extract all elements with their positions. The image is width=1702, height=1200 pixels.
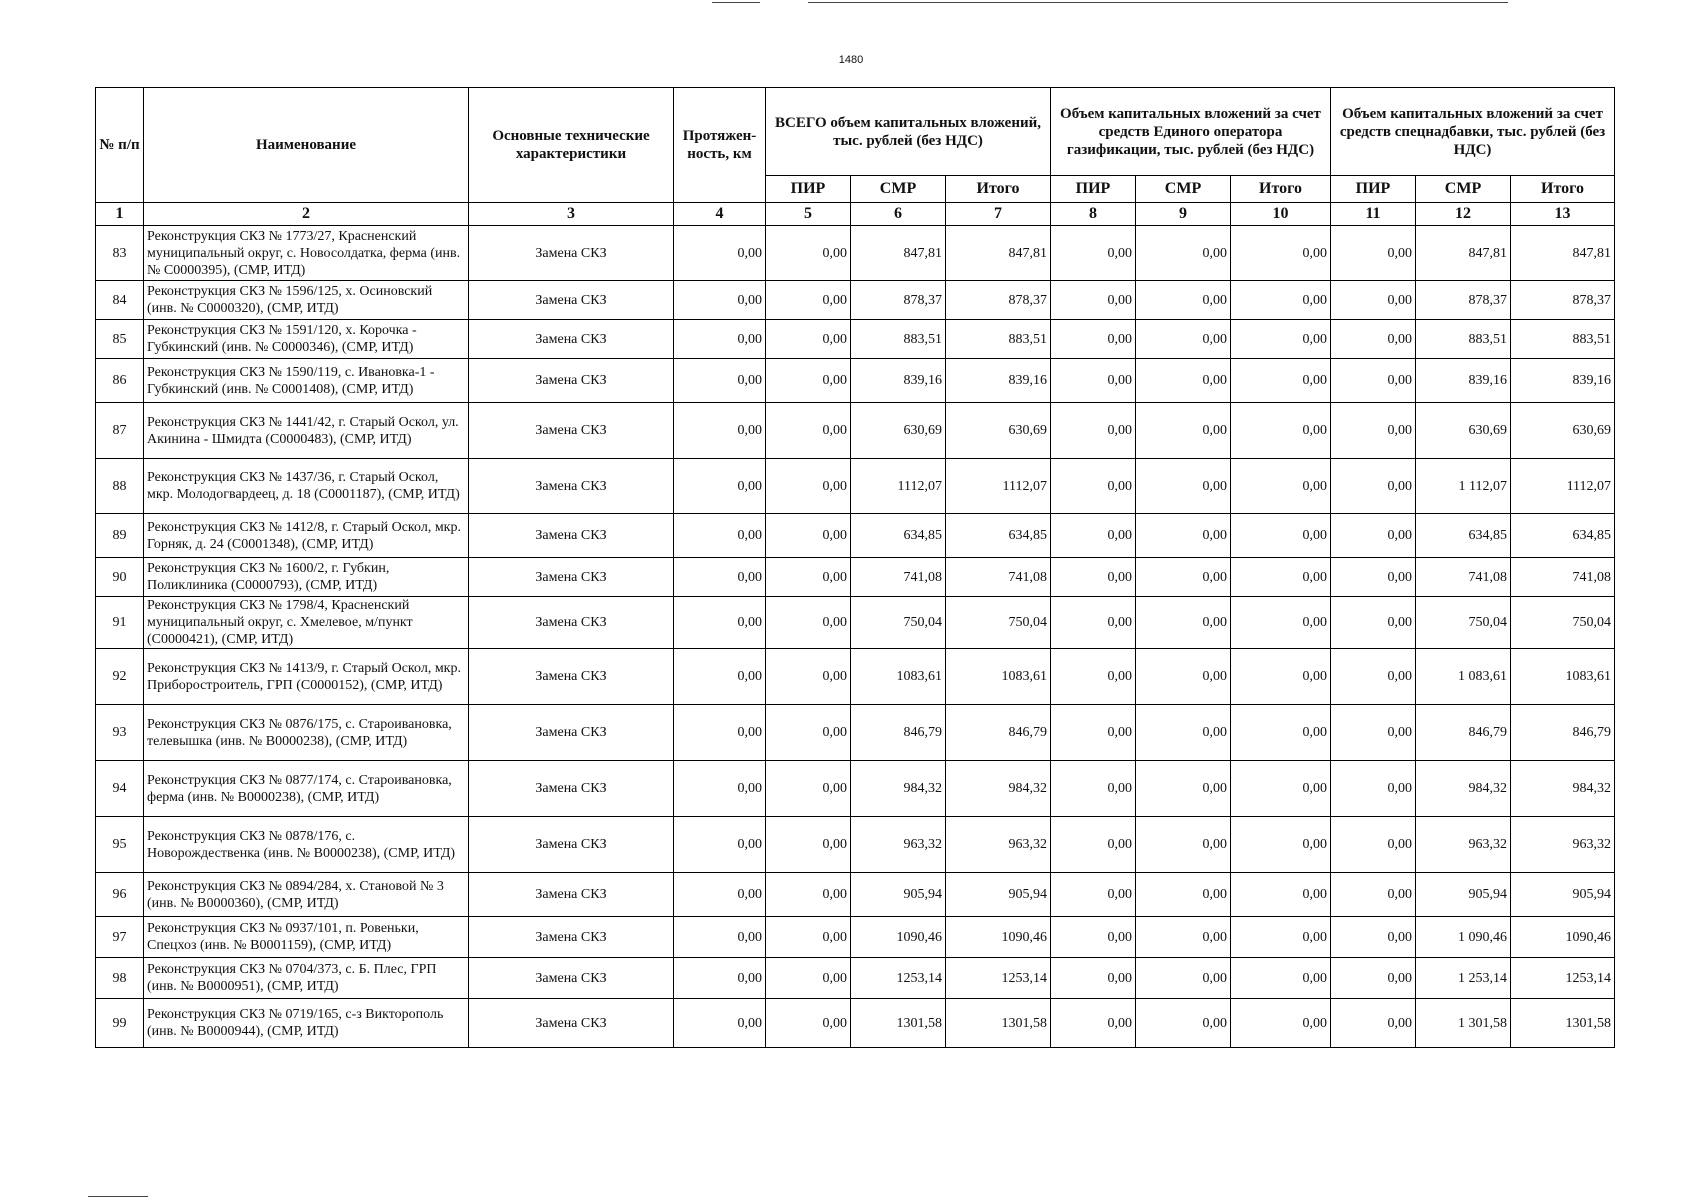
row-total-smr: 984,32 [851,761,946,817]
row-special-smr: 1 090,46 [1416,917,1511,958]
row-special-smr: 741,08 [1416,558,1511,597]
table-row [96,873,1615,917]
row-number: 84 [96,281,144,320]
row-operator-smr: 0,00 [1136,705,1231,761]
row-total-itogo: 963,32 [946,817,1051,873]
row-total-itogo: 839,16 [946,359,1051,403]
row-length: 0,00 [674,761,766,817]
header-total-itogo: Итого [946,176,1051,203]
header-characteristics: Основные технические характеристики [469,88,674,203]
row-special-smr: 1 112,07 [1416,459,1511,514]
row-operator-itogo: 0,00 [1231,514,1331,558]
table-row [96,917,1615,958]
row-operator-pir: 0,00 [1051,459,1136,514]
header-operator-pir: ПИР [1051,176,1136,203]
row-total-smr: 883,51 [851,320,946,359]
row-total-smr: 750,04 [851,597,946,649]
row-total-itogo: 741,08 [946,558,1051,597]
column-number: 13 [1511,203,1615,226]
row-characteristics: Замена СКЗ [469,649,674,705]
table-row [96,514,1615,558]
row-special-smr: 984,32 [1416,761,1511,817]
row-total-smr: 1112,07 [851,459,946,514]
table-row [96,705,1615,761]
row-operator-smr: 0,00 [1136,558,1231,597]
row-special-smr: 846,79 [1416,705,1511,761]
row-special-itogo: 1253,14 [1511,958,1615,999]
row-total-pir: 0,00 [766,359,851,403]
row-name: Реконструкция СКЗ № 1798/4, Красненский муниципальный округ, с. Хмелевое, м/пункт (С0000421), (СМР, ИТД) [144,597,469,649]
row-characteristics: Замена СКЗ [469,958,674,999]
row-length: 0,00 [674,873,766,917]
scan-artifact-line [808,2,1508,3]
row-length: 0,00 [674,320,766,359]
row-total-pir: 0,00 [766,958,851,999]
header-special-itogo: Итого [1511,176,1615,203]
row-total-smr: 847,81 [851,226,946,281]
column-number: 3 [469,203,674,226]
row-characteristics: Замена СКЗ [469,281,674,320]
row-total-pir: 0,00 [766,320,851,359]
row-operator-smr: 0,00 [1136,761,1231,817]
table-row [96,359,1615,403]
table-row [96,459,1615,514]
row-operator-itogo: 0,00 [1231,359,1331,403]
header-num: № п/п [96,88,144,203]
row-total-itogo: 846,79 [946,705,1051,761]
header-special-smr: СМР [1416,176,1511,203]
table-row [96,226,1615,281]
header-name: Наименование [144,88,469,203]
row-operator-smr: 0,00 [1136,649,1231,705]
row-number: 98 [96,958,144,999]
row-number: 88 [96,459,144,514]
row-number: 95 [96,817,144,873]
row-name: Реконструкция СКЗ № 1413/9, г. Старый Оскол, мкр. Приборостроитель, ГРП (С0000152), (СМР, ИТД) [144,649,469,705]
capital-investment-table [95,87,1615,1048]
row-total-pir: 0,00 [766,817,851,873]
row-operator-smr: 0,00 [1136,514,1231,558]
row-special-pir: 0,00 [1331,649,1416,705]
row-operator-smr: 0,00 [1136,226,1231,281]
column-number: 8 [1051,203,1136,226]
row-operator-itogo: 0,00 [1231,958,1331,999]
column-number: 2 [144,203,469,226]
row-total-smr: 878,37 [851,281,946,320]
row-length: 0,00 [674,917,766,958]
row-characteristics: Замена СКЗ [469,359,674,403]
table-row [96,597,1615,649]
row-number: 85 [96,320,144,359]
row-operator-pir: 0,00 [1051,359,1136,403]
table-header [96,88,1615,226]
column-number: 9 [1136,203,1231,226]
column-number: 10 [1231,203,1331,226]
header-operator-group: Объем капитальных вложений за счет средств Единого оператора газификации, тыс. рублей (без НДС) [1051,88,1331,176]
row-operator-smr: 0,00 [1136,281,1231,320]
row-special-smr: 878,37 [1416,281,1511,320]
row-special-pir: 0,00 [1331,873,1416,917]
row-name: Реконструкция СКЗ № 0704/373, с. Б. Плес, ГРП (инв. № В0000951), (СМР, ИТД) [144,958,469,999]
row-total-pir: 0,00 [766,999,851,1048]
row-operator-pir: 0,00 [1051,999,1136,1048]
row-total-pir: 0,00 [766,597,851,649]
row-total-smr: 846,79 [851,705,946,761]
row-special-pir: 0,00 [1331,705,1416,761]
row-number: 96 [96,873,144,917]
row-total-smr: 1083,61 [851,649,946,705]
row-special-itogo: 634,85 [1511,514,1615,558]
row-operator-itogo: 0,00 [1231,558,1331,597]
row-number: 89 [96,514,144,558]
row-operator-smr: 0,00 [1136,597,1231,649]
row-operator-pir: 0,00 [1051,873,1136,917]
row-total-smr: 1301,58 [851,999,946,1048]
column-number: 4 [674,203,766,226]
header-operator-itogo: Итого [1231,176,1331,203]
table-row [96,649,1615,705]
row-total-pir: 0,00 [766,558,851,597]
row-characteristics: Замена СКЗ [469,817,674,873]
row-operator-itogo: 0,00 [1231,320,1331,359]
row-operator-pir: 0,00 [1051,558,1136,597]
row-total-pir: 0,00 [766,226,851,281]
row-total-itogo: 1090,46 [946,917,1051,958]
row-total-itogo: 905,94 [946,873,1051,917]
column-number: 11 [1331,203,1416,226]
row-characteristics: Замена СКЗ [469,226,674,281]
row-operator-smr: 0,00 [1136,999,1231,1048]
row-characteristics: Замена СКЗ [469,873,674,917]
row-special-pir: 0,00 [1331,958,1416,999]
row-name: Реконструкция СКЗ № 0876/175, с. Староивановка, телевышка (инв. № В0000238), (СМР, ИТД) [144,705,469,761]
row-operator-pir: 0,00 [1051,817,1136,873]
row-special-itogo: 883,51 [1511,320,1615,359]
row-operator-itogo: 0,00 [1231,649,1331,705]
row-total-smr: 839,16 [851,359,946,403]
row-operator-itogo: 0,00 [1231,817,1331,873]
row-special-smr: 905,94 [1416,873,1511,917]
row-characteristics: Замена СКЗ [469,558,674,597]
header-special-group: Объем капитальных вложений за счет средств спецнадбавки, тыс. рублей (без НДС) [1331,88,1615,176]
row-number: 92 [96,649,144,705]
header-operator-smr: СМР [1136,176,1231,203]
row-special-pir: 0,00 [1331,514,1416,558]
row-length: 0,00 [674,597,766,649]
table-row [96,320,1615,359]
row-operator-pir: 0,00 [1051,320,1136,359]
row-operator-itogo: 0,00 [1231,761,1331,817]
row-operator-pir: 0,00 [1051,281,1136,320]
row-length: 0,00 [674,649,766,705]
row-special-smr: 750,04 [1416,597,1511,649]
row-operator-pir: 0,00 [1051,705,1136,761]
row-special-itogo: 963,32 [1511,817,1615,873]
row-operator-smr: 0,00 [1136,459,1231,514]
row-special-smr: 1 083,61 [1416,649,1511,705]
row-total-smr: 905,94 [851,873,946,917]
row-special-smr: 1 301,58 [1416,999,1511,1048]
row-operator-itogo: 0,00 [1231,917,1331,958]
row-total-itogo: 1301,58 [946,999,1051,1048]
row-special-itogo: 984,32 [1511,761,1615,817]
row-special-itogo: 905,94 [1511,873,1615,917]
row-operator-smr: 0,00 [1136,958,1231,999]
table-row [96,999,1615,1048]
row-total-itogo: 1253,14 [946,958,1051,999]
row-total-pir: 0,00 [766,917,851,958]
row-number: 86 [96,359,144,403]
row-special-smr: 634,85 [1416,514,1511,558]
row-operator-itogo: 0,00 [1231,999,1331,1048]
row-operator-itogo: 0,00 [1231,226,1331,281]
row-characteristics: Замена СКЗ [469,403,674,459]
row-length: 0,00 [674,281,766,320]
row-total-smr: 1253,14 [851,958,946,999]
page-number: 1480 [838,54,864,66]
row-special-pir: 0,00 [1331,226,1416,281]
row-name: Реконструкция СКЗ № 0877/174, с. Староивановка, ферма (инв. № В0000238), (СМР, ИТД) [144,761,469,817]
row-name: Реконструкция СКЗ № 1600/2, г. Губкин, Поликлиника (С0000793), (СМР, ИТД) [144,558,469,597]
row-special-pir: 0,00 [1331,999,1416,1048]
row-total-pir: 0,00 [766,873,851,917]
row-total-pir: 0,00 [766,705,851,761]
row-total-pir: 0,00 [766,514,851,558]
row-total-smr: 1090,46 [851,917,946,958]
row-characteristics: Замена СКЗ [469,514,674,558]
table-body [96,226,1615,1048]
row-special-pir: 0,00 [1331,597,1416,649]
row-special-pir: 0,00 [1331,403,1416,459]
row-special-itogo: 750,04 [1511,597,1615,649]
row-special-pir: 0,00 [1331,558,1416,597]
row-characteristics: Замена СКЗ [469,705,674,761]
row-special-itogo: 846,79 [1511,705,1615,761]
row-special-smr: 630,69 [1416,403,1511,459]
table-row [96,281,1615,320]
row-length: 0,00 [674,459,766,514]
row-name: Реконструкция СКЗ № 0878/176, с. Новорождественка (инв. № В0000238), (СМР, ИТД) [144,817,469,873]
row-length: 0,00 [674,403,766,459]
row-total-itogo: 630,69 [946,403,1051,459]
row-operator-itogo: 0,00 [1231,597,1331,649]
row-operator-pir: 0,00 [1051,597,1136,649]
header-total-group: ВСЕГО объем капитальных вложений, тыс. рублей (без НДС) [766,88,1051,176]
row-operator-smr: 0,00 [1136,403,1231,459]
row-operator-smr: 0,00 [1136,320,1231,359]
row-operator-itogo: 0,00 [1231,705,1331,761]
row-special-itogo: 1112,07 [1511,459,1615,514]
header-total-smr: СМР [851,176,946,203]
header-total-pir: ПИР [766,176,851,203]
row-operator-smr: 0,00 [1136,873,1231,917]
row-special-pir: 0,00 [1331,917,1416,958]
row-operator-pir: 0,00 [1051,917,1136,958]
row-total-pir: 0,00 [766,403,851,459]
row-special-pir: 0,00 [1331,281,1416,320]
table-row [96,817,1615,873]
table-row [96,403,1615,459]
column-number: 1 [96,203,144,226]
row-characteristics: Замена СКЗ [469,459,674,514]
row-total-pir: 0,00 [766,649,851,705]
row-operator-pir: 0,00 [1051,226,1136,281]
row-total-itogo: 984,32 [946,761,1051,817]
row-characteristics: Замена СКЗ [469,917,674,958]
row-total-itogo: 1083,61 [946,649,1051,705]
scan-artifact-line [712,2,760,3]
row-operator-pir: 0,00 [1051,403,1136,459]
column-number: 7 [946,203,1051,226]
row-total-smr: 630,69 [851,403,946,459]
row-special-pir: 0,00 [1331,320,1416,359]
table-row [96,558,1615,597]
row-operator-itogo: 0,00 [1231,281,1331,320]
row-number: 83 [96,226,144,281]
row-length: 0,00 [674,514,766,558]
row-operator-itogo: 0,00 [1231,873,1331,917]
row-operator-smr: 0,00 [1136,817,1231,873]
row-name: Реконструкция СКЗ № 1590/119, с. Ивановка-1 - Губкинский (инв. № С0001408), (СМР, ИТД) [144,359,469,403]
column-number: 5 [766,203,851,226]
row-name: Реконструкция СКЗ № 1412/8, г. Старый Оскол, мкр. Горняк, д. 24 (С0001348), (СМР, ИТД) [144,514,469,558]
row-name: Реконструкция СКЗ № 0937/101, п. Ровеньки, Спецхоз (инв. № В0001159), (СМР, ИТД) [144,917,469,958]
row-name: Реконструкция СКЗ № 0894/284, х. Становой № 3 (инв. № В0000360), (СМР, ИТД) [144,873,469,917]
row-operator-itogo: 0,00 [1231,403,1331,459]
row-name: Реконструкция СКЗ № 1437/36, г. Старый Оскол, мкр. Молодогвардеец, д. 18 (С0001187), (СМР, ИТД) [144,459,469,514]
row-length: 0,00 [674,226,766,281]
table-row [96,958,1615,999]
row-special-itogo: 741,08 [1511,558,1615,597]
row-special-pir: 0,00 [1331,761,1416,817]
row-total-itogo: 750,04 [946,597,1051,649]
row-length: 0,00 [674,958,766,999]
row-special-itogo: 1301,58 [1511,999,1615,1048]
row-operator-smr: 0,00 [1136,359,1231,403]
row-total-itogo: 1112,07 [946,459,1051,514]
row-name: Реконструкция СКЗ № 1591/120, х. Корочка - Губкинский (инв. № С0000346), (СМР, ИТД) [144,320,469,359]
row-special-pir: 0,00 [1331,459,1416,514]
row-total-pir: 0,00 [766,761,851,817]
row-characteristics: Замена СКЗ [469,999,674,1048]
header-length: Протяжен-ность, км [674,88,766,203]
row-operator-pir: 0,00 [1051,958,1136,999]
scan-artifact-line [88,1196,148,1197]
row-special-pir: 0,00 [1331,817,1416,873]
row-length: 0,00 [674,817,766,873]
row-number: 90 [96,558,144,597]
row-special-itogo: 878,37 [1511,281,1615,320]
column-number-row [96,203,1615,226]
row-operator-pir: 0,00 [1051,761,1136,817]
row-number: 87 [96,403,144,459]
row-total-smr: 963,32 [851,817,946,873]
row-total-pir: 0,00 [766,281,851,320]
row-length: 0,00 [674,359,766,403]
row-name: Реконструкция СКЗ № 1596/125, х. Осиновский (инв. № С0000320), (СМР, ИТД) [144,281,469,320]
row-operator-pir: 0,00 [1051,514,1136,558]
column-number: 6 [851,203,946,226]
row-special-pir: 0,00 [1331,359,1416,403]
row-total-itogo: 883,51 [946,320,1051,359]
row-length: 0,00 [674,705,766,761]
row-number: 94 [96,761,144,817]
row-number: 91 [96,597,144,649]
header-special-pir: ПИР [1331,176,1416,203]
row-operator-itogo: 0,00 [1231,459,1331,514]
table-row [96,761,1615,817]
row-total-itogo: 847,81 [946,226,1051,281]
row-special-itogo: 1090,46 [1511,917,1615,958]
row-length: 0,00 [674,558,766,597]
row-characteristics: Замена СКЗ [469,761,674,817]
row-number: 93 [96,705,144,761]
row-special-smr: 847,81 [1416,226,1511,281]
row-special-smr: 839,16 [1416,359,1511,403]
row-total-pir: 0,00 [766,459,851,514]
row-special-itogo: 847,81 [1511,226,1615,281]
row-length: 0,00 [674,999,766,1048]
row-special-smr: 963,32 [1416,817,1511,873]
row-characteristics: Замена СКЗ [469,320,674,359]
row-total-smr: 634,85 [851,514,946,558]
row-operator-pir: 0,00 [1051,649,1136,705]
row-number: 99 [96,999,144,1048]
row-name: Реконструкция СКЗ № 1441/42, г. Старый Оскол, ул. Акинина - Шмидта (С0000483), (СМР, ИТД) [144,403,469,459]
row-characteristics: Замена СКЗ [469,597,674,649]
row-special-itogo: 1083,61 [1511,649,1615,705]
row-number: 97 [96,917,144,958]
row-total-itogo: 878,37 [946,281,1051,320]
row-special-itogo: 839,16 [1511,359,1615,403]
row-total-smr: 741,08 [851,558,946,597]
row-special-smr: 883,51 [1416,320,1511,359]
row-name: Реконструкция СКЗ № 0719/165, с-з Викторополь (инв. № В0000944), (СМР, ИТД) [144,999,469,1048]
row-operator-smr: 0,00 [1136,917,1231,958]
row-total-itogo: 634,85 [946,514,1051,558]
row-name: Реконструкция СКЗ № 1773/27, Красненский муниципальный округ, с. Новосолдатка, ферма (инв. № С0000395), (СМР, ИТД) [144,226,469,281]
column-number: 12 [1416,203,1511,226]
row-special-itogo: 630,69 [1511,403,1615,459]
row-special-smr: 1 253,14 [1416,958,1511,999]
